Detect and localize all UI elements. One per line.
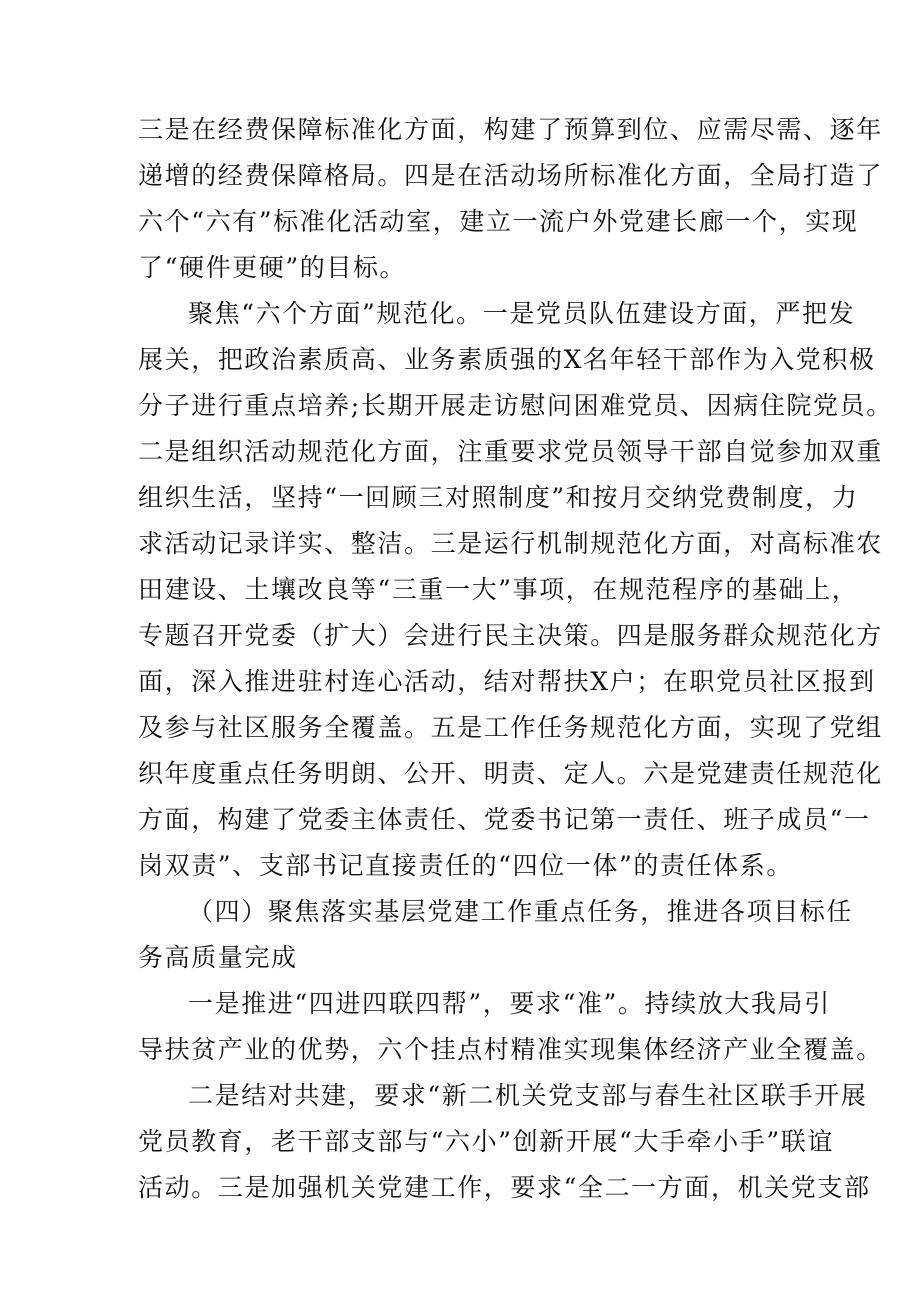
text-line: 组织生活，坚持“一回顾三对照制度”和按月交纳党费制度，力 bbox=[138, 483, 859, 512]
text-line: 专题召开党委（扩大）会进行民主决策。四是服务群众规范化方 bbox=[138, 621, 883, 650]
text-line: 递增的经费保障格局。四是在活动场所标准化方面，全局打造了 bbox=[138, 161, 883, 190]
paragraph-first-line: 二是结对共建，要求“新二机关党支部与春生社区联手开展 bbox=[188, 1081, 868, 1110]
text-line: 三是在经费保障标准化方面，构建了预算到位、应需尽需、逐年 bbox=[138, 115, 883, 144]
text-line: 及参与社区服务全覆盖。五是工作任务规范化方面，实现了党组 bbox=[138, 713, 883, 742]
section-heading: （四）聚焦落实基层党建工作重点任务，推进各项目标任 bbox=[188, 897, 854, 926]
text-line: 方面，构建了党委主体责任、党委书记第一责任、班子成员“一 bbox=[138, 805, 871, 834]
text-line: 了“硬件更硬”的目标。 bbox=[138, 253, 407, 282]
section-heading-continued: 务高质量完成 bbox=[138, 943, 298, 972]
text-line: 岗双责”、支部书记直接责任的“四位一体”的责任体系。 bbox=[138, 851, 793, 880]
text-line: 田建设、土壤改良等“三重一大”事项，在规范程序的基础上， bbox=[138, 575, 859, 604]
text-line: 面，深入推进驻村连心活动，结对帮扶X户；在职党员社区报到 bbox=[138, 667, 876, 696]
text-line: 展关，把政治素质高、业务素质强的X名年轻干部作为入党积极 bbox=[138, 345, 876, 374]
text-line: 活动。三是加强机关党建工作，要求“全二一方面，机关党支部 bbox=[138, 1173, 871, 1202]
paragraph-first-line: 聚焦“六个方面”规范化。一是党员队伍建设方面，严把发 bbox=[188, 299, 856, 328]
text-line: 求活动记录详实、整洁。三是运行机制规范化方面，对高标准农 bbox=[138, 529, 883, 558]
text-line: 二是组织活动规范化方面，注重要求党员领导干部自觉参加双重 bbox=[138, 437, 883, 466]
text-line: 六个“六有”标准化活动室，建立一流户外党建长廊一个，实现 bbox=[138, 207, 859, 236]
text-line: 织年度重点任务明朗、公开、明责、定人。六是党建责任规范化 bbox=[138, 759, 883, 788]
text-line: 党员教育，老干部支部与“六小”创新开展“大手牵小手”联谊 bbox=[138, 1127, 834, 1156]
text-line: 导扶贫产业的优势，六个挂点村精准实现集体经济产业全覆盖。 bbox=[138, 1035, 883, 1064]
paragraph-first-line: 一是推进“四进四联四帮”，要求“准”。持续放大我局引 bbox=[188, 989, 831, 1018]
text-line: 分子进行重点培养;长期开展走访慰问困难党员、因病住院党员。 bbox=[138, 391, 893, 420]
